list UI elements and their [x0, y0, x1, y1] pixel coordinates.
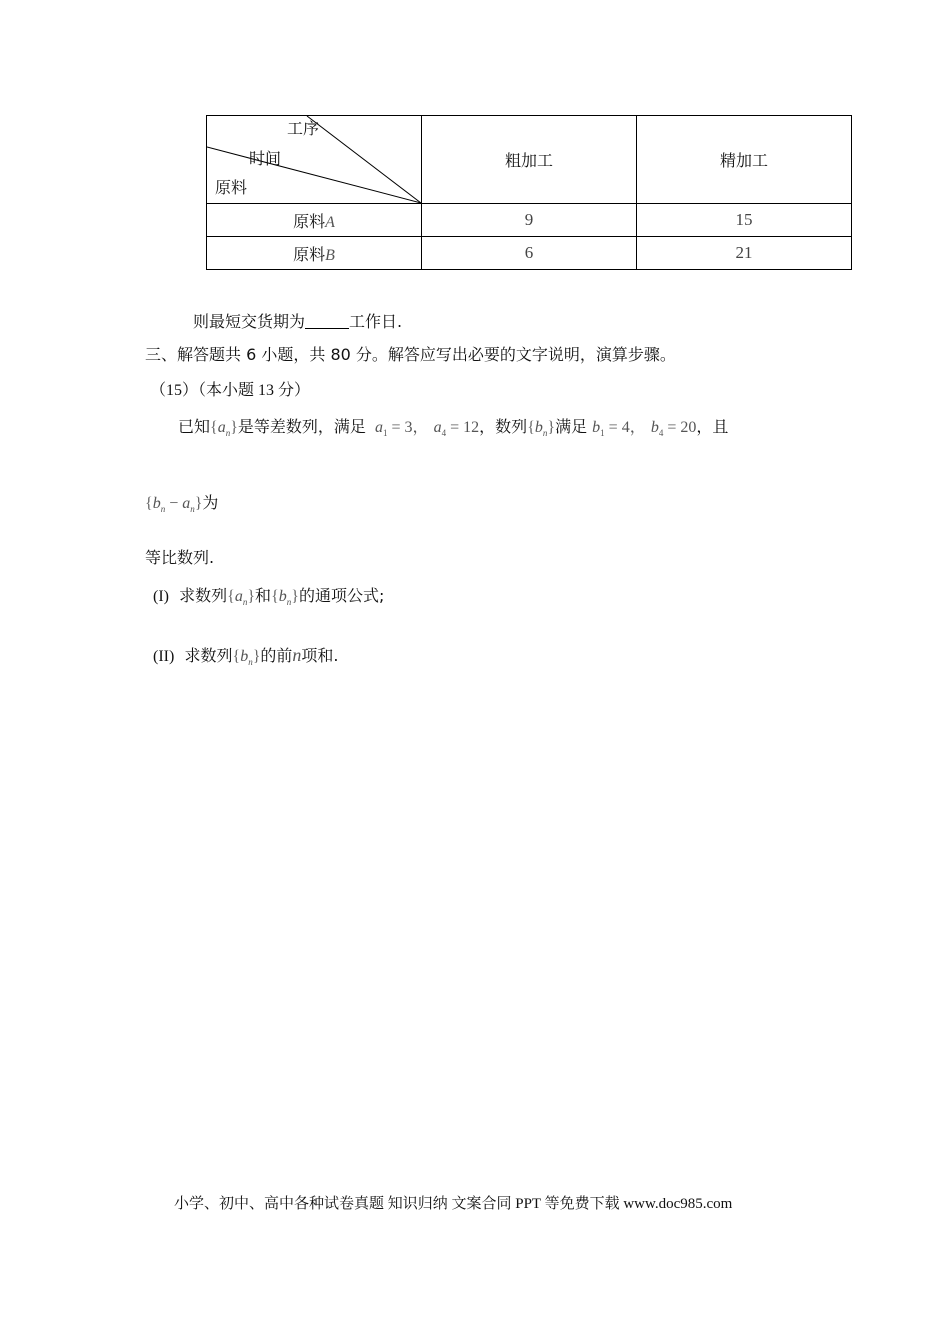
section-heading: 三、解答题共 6 小题，共 80 分。解答应写出必要的文字说明，演算步骤。 — [145, 345, 676, 364]
header-material: 原料 — [215, 178, 248, 197]
row-label-a: 原料A — [207, 204, 422, 237]
header-process: 工序 — [287, 119, 320, 138]
footer-text: 小学、初中、高中各种试卷真题 知识归纳 文案合同 PPT 等免费下载 www.doc985.com — [174, 1196, 733, 1212]
part-2: (II) 求数列$\{b_n\}$的前n项和. — [153, 645, 339, 667]
question-line-2: $\{b_n - a_n\}$为 — [145, 493, 219, 514]
answer-line: 则最短交货期为 工作日. — [193, 312, 403, 331]
question-line-1: 已知$\{a_n\}$是等差数列，满足 $a_1 = 3$， $a_4 = 12$，数列$\{b_n\}$满足 $b_1 = 4$， $b_4 = 20$，且 — [178, 417, 729, 438]
diagonal-header-cell — [207, 116, 422, 204]
cell-b-fine: 21 — [636, 237, 851, 270]
part-1: (I) 求数列$\{a_n\}$和$\{b_n\}$的通项公式; — [153, 586, 385, 607]
col-fine: 精加工 — [636, 116, 851, 204]
cell-a-fine: 15 — [636, 204, 851, 237]
question-number: （15）（本小题 13 分） — [150, 382, 311, 399]
col-rough: 粗加工 — [422, 116, 637, 204]
question-line-3: 等比数列. — [145, 548, 215, 567]
processing-time-table — [206, 115, 852, 270]
answer-blank — [305, 312, 349, 329]
cell-b-rough: 6 — [422, 237, 637, 270]
row-label-b: 原料B — [207, 237, 422, 270]
header-time: 时间 — [249, 149, 282, 168]
cell-a-rough: 9 — [422, 204, 637, 237]
